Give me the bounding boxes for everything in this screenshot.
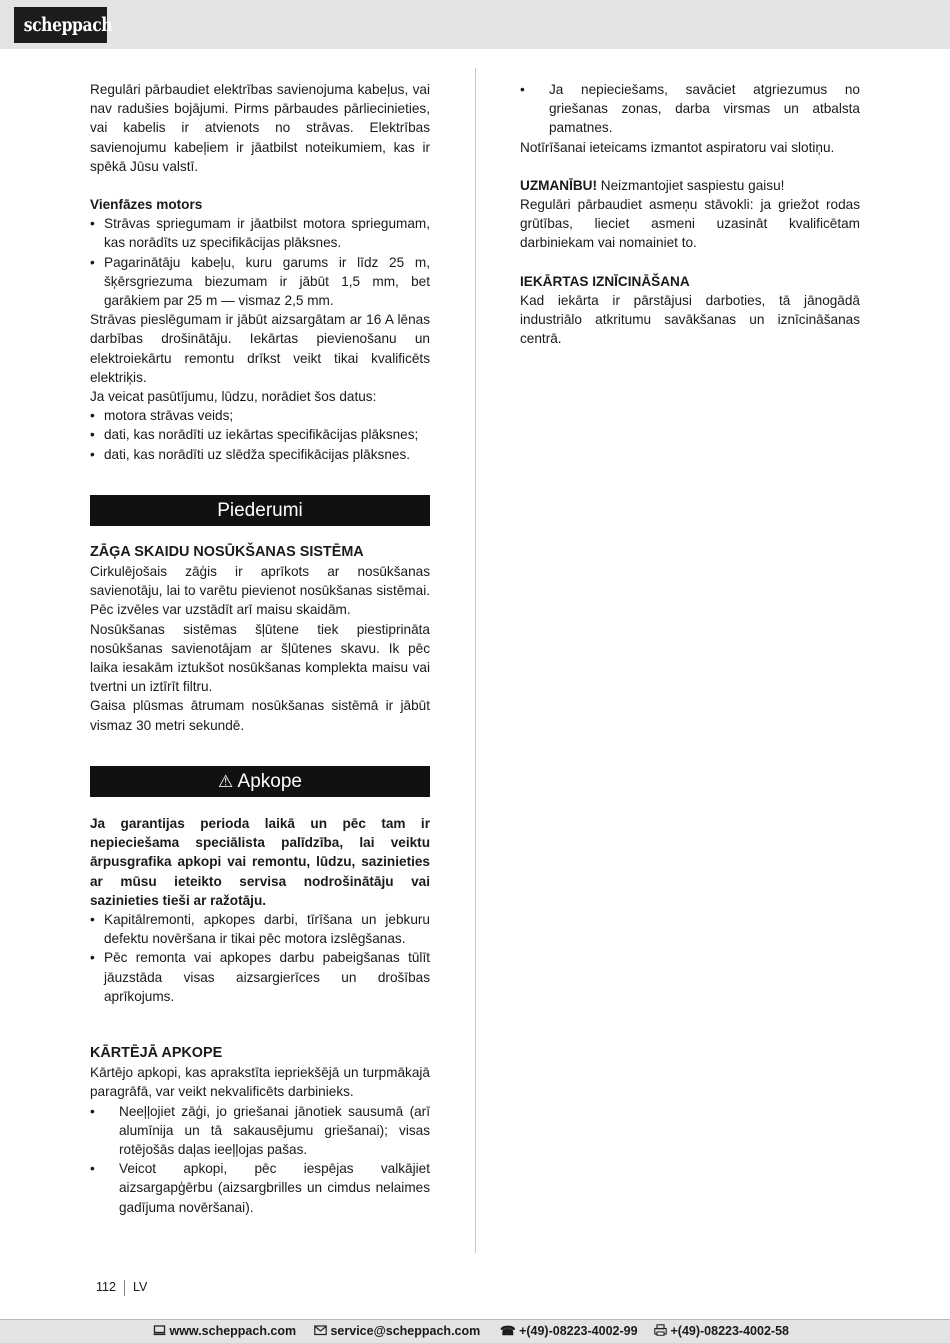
mail-icon bbox=[314, 1325, 327, 1336]
footer-email[interactable]: service@scheppach.com bbox=[314, 1320, 480, 1343]
computer-icon bbox=[153, 1325, 166, 1336]
left-column bbox=[90, 80, 430, 1217]
regular-maintenance-text: Kārtējo apkopi, kas aprakstīta iepriekšējā un turpmākajā paragrāfā, var veikt nekvalificēts darbinieks. bbox=[90, 1065, 430, 1100]
list-item: • dati, kas norādīti uz slēdža specifikācijas plāksnes. bbox=[90, 446, 411, 462]
warning-text: Neizmantojiet saspiestu gaisu! bbox=[597, 177, 785, 193]
header-bar bbox=[0, 0, 950, 49]
list-item: • Neeļļojiet zāģi, jo griešanai jānotiek sausumā (arī alumīnija un tā sakausējumu griešanai); visas rotējošās daļas ieeļļojas pašas. bbox=[90, 1103, 430, 1157]
disposal-text: Kad iekārta ir pārstājusi darboties, tā jānogādā industriālo atkritumu savākšanas un iznīcināšanas centrā. bbox=[520, 292, 860, 347]
maintenance-title: Apkope bbox=[237, 770, 302, 792]
right-column bbox=[520, 80, 860, 348]
list-item: • dati, kas norādīti uz iekārtas specifikācijas plāksnes; bbox=[90, 427, 419, 443]
list-item: • Veicot apkopi, pēc iespējas valkājiet aizsargapģērbu (aizsargbrilles un cimdus nelaimes gadījuma novēršanai). bbox=[90, 1161, 430, 1215]
list-item: • motora strāvas veids; bbox=[90, 408, 234, 424]
phone-icon: ☎ bbox=[500, 1324, 516, 1338]
regular-maintenance-heading: KĀRTĒJĀ APKOPE bbox=[90, 1044, 223, 1061]
disposal-heading: IEKĀRTAS IZNĪCINĀŠANA bbox=[520, 273, 690, 289]
dust-paragraph: Cirkulējošais zāģis ir aprīkots ar nosūkšanas savienotāju, lai to varētu pievienot nosūkšanas sistēmai. Pēc izvēles var uzstādīt arī maisu skaidām. bbox=[90, 564, 430, 618]
footer bbox=[0, 1320, 950, 1343]
order-text: Ja veicat pasūtījumu, lūdzu, norādiet šos datus: bbox=[90, 389, 377, 405]
dust-paragraph: Gaisa plūsmas ātrumam nosūkšanas sistēmā ir jābūt vismaz 30 metri sekundē. bbox=[90, 698, 430, 733]
list-item: • Ja nepieciešams, savāciet atgriezumus no griešanas zonas, darba virsmas un atbalsta pamatnes. bbox=[520, 82, 860, 136]
list-item: • Strāvas spriegumam ir jāatbilst motora spriegumam, kas norādīts uz specifikācijas plāksnes. bbox=[90, 216, 430, 251]
motor-heading: Vienfāzes motors bbox=[90, 197, 203, 213]
blade-text: Regulāri pārbaudiet asmeņu stāvokli: ja griežot rodas grūtības, lieciet asmeni uzasināt kvalificētam darbiniekam vai nomainiet to. bbox=[520, 197, 860, 251]
warning-label: UZMANĪBU! bbox=[520, 177, 598, 193]
maintenance-banner bbox=[90, 766, 430, 797]
scheppach-logo: scheppach bbox=[14, 7, 107, 43]
footer-fax[interactable]: +(49)-08223-4002-58 bbox=[654, 1320, 789, 1343]
page-number: 112 bbox=[96, 1280, 116, 1294]
dust-extraction-heading: ZĀĢA SKAIDU NOSŪKŠANAS SISTĒMA bbox=[90, 543, 364, 560]
warning-triangle-icon: ⚠ bbox=[218, 771, 234, 791]
electrical-intro: Regulāri pārbaudiet elektrības savienojuma kabeļus, vai nav radušies bojājumi. Pirms pārbaudes pārliecinieties, vai kabelis ir atvienots no strāvas. Elektrības savienojumu kabeļiem ir jāatbilst noteikumiem, kas ir spēkā Jūsu valstī. bbox=[90, 82, 430, 174]
list-item: • Pēc remonta vai apkopes darbu pabeigšanas tūlīt jāuzstāda visas aizsargierīces un drošības aprīkojums. bbox=[90, 950, 430, 1004]
maintenance-intro: Ja garantijas perioda laikā un pēc tam ir nepieciešama speciālista palīdzība, lai veiktu ārpusgrafika apkopi vai remontu, lūdzu, sazinieties ar mūsu ieteikto servisa nodrošinātāju vai sazinieties tieši ar ražotāju. bbox=[90, 815, 430, 908]
column-divider bbox=[475, 68, 476, 1253]
footer-web[interactable]: www.scheppach.com bbox=[153, 1320, 296, 1343]
dust-paragraph: Nosūkšanas sistēmas šļūtene tiek piestiprināta nosūkšanas savienotājam ar šļūtenes skavu. Ik pēc laika iesakām iztukšot nosūkšanas komplekta maisu vai tvertni un iztīrīt filtru. bbox=[90, 621, 430, 695]
accessories-banner: Piederumi bbox=[90, 495, 430, 526]
page-language: LV bbox=[133, 1280, 148, 1294]
fax-icon bbox=[654, 1324, 667, 1336]
list-item: • Kapitālremonti, apkopes darbi, tīrīšana un jebkuru defektu novēršana ir tikai pēc motora izslēgšanas. bbox=[90, 911, 430, 947]
motor-text: Strāvas pieslēgumam ir jābūt aizsargātam ar 16 A lēnas darbības drošinātāju. Iekārtas pievienošanu un elektroiekārtu remontu drīkst veikt tikai kvalificēts elektriķis. bbox=[90, 312, 430, 385]
cleaning-text: Notīrīšanai ieteicams izmantot aspiratoru vai slotiņu. bbox=[520, 139, 835, 155]
page-separator bbox=[124, 1280, 125, 1296]
list-item: • Pagarinātāju kabeļu, kuru garums ir līdz 25 m, šķērsgriezuma biezumam ir jābūt 1,5 mm, bet garākiem par 25 m — vismaz 2,5 mm. bbox=[90, 254, 430, 309]
warning-line bbox=[520, 176, 860, 195]
footer-phone[interactable]: ☎ +(49)-08223-4002-99 bbox=[500, 1324, 638, 1338]
